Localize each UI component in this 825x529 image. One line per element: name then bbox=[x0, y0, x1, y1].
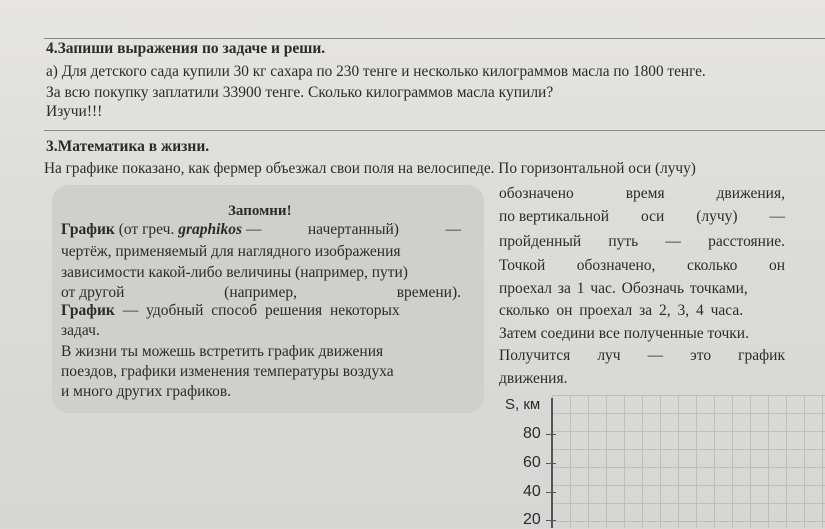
text-part: — bbox=[769, 208, 785, 225]
remember-line-3: зависимости какой-либо величины (например, пути) bbox=[61, 264, 408, 281]
text-part: пройденный bbox=[499, 233, 582, 250]
tick-mark bbox=[546, 434, 556, 435]
task4-title: 4.Запиши выражения по задаче и реши. bbox=[46, 40, 326, 57]
dash: — bbox=[445, 221, 461, 238]
text-part: (например, bbox=[224, 284, 297, 301]
right-line-6: сколько он проехал за 2, 3, 4 часа. bbox=[499, 302, 744, 319]
right-line-7: Затем соедини все полученные точки. bbox=[499, 325, 749, 342]
text-part: — bbox=[647, 347, 664, 364]
text-part: Точкой bbox=[499, 257, 546, 274]
text-part: оси bbox=[641, 208, 665, 225]
tick-label: 20 bbox=[523, 511, 541, 528]
definition-part: (от греч. bbox=[118, 221, 175, 238]
task3-intro: На графике показано, как фермер объезжал свои поля на велосипеде. По горизонтальной оси (лучу) bbox=[44, 160, 696, 177]
text-part: движения, bbox=[716, 185, 785, 202]
text-part: сколько bbox=[686, 257, 738, 274]
text-part: (лучу) bbox=[696, 208, 738, 225]
right-line-3 bbox=[499, 233, 785, 251]
right-line-1 bbox=[499, 185, 785, 203]
graph-axis-label: S, км bbox=[505, 396, 541, 413]
term-graphikos: graphikos bbox=[178, 221, 242, 238]
text-part: луч bbox=[597, 347, 621, 364]
tick-mark bbox=[546, 492, 556, 493]
text-part: от другой bbox=[61, 284, 125, 301]
text-part: это bbox=[690, 347, 712, 364]
definition-part: начертанный) bbox=[307, 221, 399, 238]
text-part: Получится bbox=[499, 347, 571, 364]
right-line-4 bbox=[499, 257, 785, 275]
task4-line-2: За всю покупку заплатили 33900 тенге. Сколько килограммов масла купили? bbox=[46, 84, 554, 101]
term-graph-bold: График bbox=[61, 221, 115, 238]
right-line-2 bbox=[499, 208, 785, 226]
remember-line-6: задач. bbox=[61, 322, 100, 339]
text-part: расстояние. bbox=[708, 233, 785, 250]
text-part: график bbox=[738, 347, 785, 364]
right-line-5: проехал за 1 час. Обозначь точками, bbox=[499, 280, 748, 297]
text-part: обозначено, bbox=[576, 257, 656, 274]
task4-line-1: а) Для детского сада купили 30 кг сахара по 230 тенге и несколько килограммов масла по 1800 тенге. bbox=[46, 63, 706, 80]
graph-grid bbox=[552, 395, 825, 528]
text-part: по вертикальной bbox=[499, 208, 610, 225]
text-part: — удобный способ решения некоторых bbox=[122, 302, 400, 319]
tick-label: 40 bbox=[523, 483, 541, 500]
remember-line-1 bbox=[61, 221, 461, 239]
text-part: времени). bbox=[396, 284, 461, 301]
remember-heading: Запомни! bbox=[228, 203, 292, 219]
remember-line-4 bbox=[61, 284, 461, 302]
task3-title: 3.Математика в жизни. bbox=[46, 138, 210, 155]
task4-line-3: Изучи!!! bbox=[46, 103, 103, 120]
text-part: время bbox=[625, 185, 665, 202]
top-divider bbox=[44, 38, 825, 39]
right-line-9: движения. bbox=[499, 370, 568, 387]
text-part: — bbox=[665, 233, 681, 250]
tick-label: 80 bbox=[523, 425, 541, 442]
term-graph-bold: График bbox=[61, 302, 115, 319]
mid-divider bbox=[44, 130, 825, 131]
text-part: он bbox=[768, 257, 785, 274]
remember-line-2: чертёж, применяемый для наглядного изображения bbox=[61, 243, 401, 260]
text-part: путь bbox=[608, 233, 639, 250]
tick-label: 60 bbox=[523, 454, 541, 471]
right-line-8 bbox=[499, 347, 785, 365]
text-part: обозначено bbox=[499, 185, 574, 202]
remember-line-9: и много других графиков. bbox=[61, 383, 232, 400]
tick-mark bbox=[546, 520, 556, 521]
remember-line-8: поездов, графики изменения температуры воздуха bbox=[61, 363, 394, 380]
tick-mark bbox=[546, 463, 556, 464]
remember-line-5 bbox=[61, 302, 400, 320]
dash: — bbox=[245, 221, 262, 238]
remember-line-7: В жизни ты можешь встретить график движения bbox=[61, 343, 384, 360]
